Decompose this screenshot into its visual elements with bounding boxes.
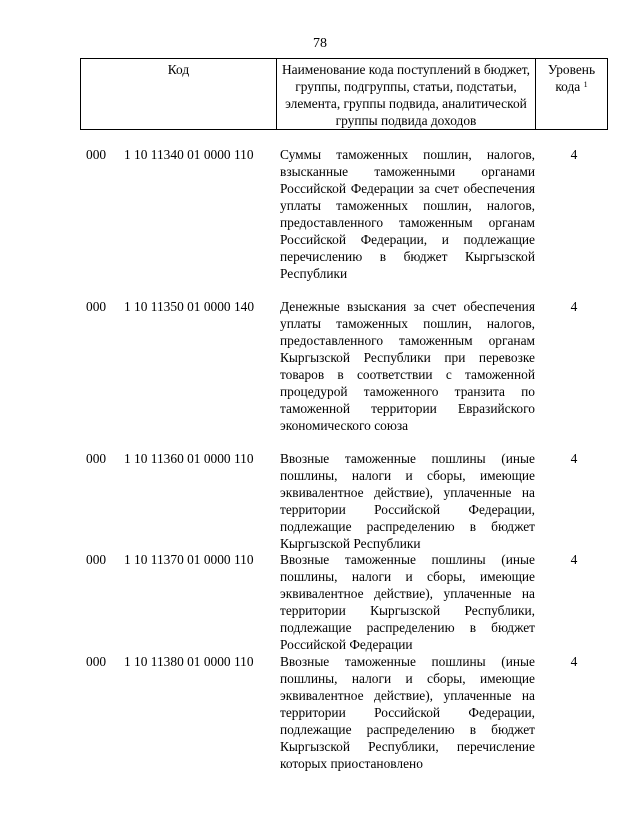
admin-code: 000 [86, 654, 107, 669]
income-name: Денежные взыскания за счет обеспечения уплаты таможенных пошлин, налогов, предоставленного таможенным органам Кыргызской Республики при перевозке товаров в соответствии с таможенной процедурой таможенного транзита по таможенной территории Евразийского экономического союза [280, 299, 535, 433]
income-code: 1 10 11370 01 0000 110 [124, 552, 254, 567]
header-level-footnote: 1 [583, 80, 588, 89]
income-code: 1 10 11350 01 0000 140 [124, 299, 255, 314]
admin-code: 000 [86, 451, 107, 466]
table-row [0, 146, 640, 298]
admin-code: 000 [86, 552, 107, 567]
admin-code: 000 [86, 147, 107, 162]
code-level: 4 [570, 147, 578, 162]
header-level [536, 59, 608, 130]
income-name: Ввозные таможенные пошлины (иные пошлины, налоги и сборы, имеющие эквивалентное действие), уплаченные на территории Российской Федерации, подлежащие распределению в бюджет Кыргызской Республики, перечисление которых приостановлено [280, 654, 535, 771]
code-level: 4 [570, 552, 578, 567]
income-code: 1 10 11340 01 0000 110 [124, 147, 254, 162]
header-row [81, 59, 608, 130]
header-code: Код [81, 59, 277, 130]
table-row [0, 298, 640, 450]
page-number: 78 [313, 36, 327, 51]
header-name: Наименование кода поступлений в бюджет, группы, подгруппы, статьи, подстатьи, элемента, группы подвида, аналитической группы подвида доходов [277, 59, 536, 130]
table-body [0, 146, 640, 772]
table-row [0, 653, 640, 772]
income-code: 1 10 11380 01 0000 110 [124, 654, 254, 669]
code-level: 4 [570, 654, 578, 669]
code-level: 4 [570, 299, 578, 314]
header-level-text: Уровень кода [547, 62, 596, 94]
income-code: 1 10 11360 01 0000 110 [124, 451, 254, 466]
table-header [80, 58, 608, 130]
admin-code: 000 [86, 299, 107, 314]
income-name: Ввозные таможенные пошлины (иные пошлины, налоги и сборы, имеющие эквивалентное действие), уплаченные на территории Кыргызской Республики, подлежащие распределению в бюджет Российской Федерации [280, 552, 535, 652]
income-name: Суммы таможенных пошлин, налогов, взысканные таможенными органами Российской Федерации за счет обеспечения уплаты таможенных пошлин, налогов, предоставленного таможенным органам Российской Федерации, и подлежащие перечислению в бюджет Кыргызской Республики [280, 147, 535, 281]
code-level: 4 [570, 451, 578, 466]
table-row [0, 551, 640, 653]
income-name: Ввозные таможенные пошлины (иные пошлины, налоги и сборы, имеющие эквивалентное действие), уплаченные на территории Российской Федерации, подлежащие распределению в бюджет Кыргызской Республики [280, 451, 535, 551]
table-row [0, 450, 640, 551]
